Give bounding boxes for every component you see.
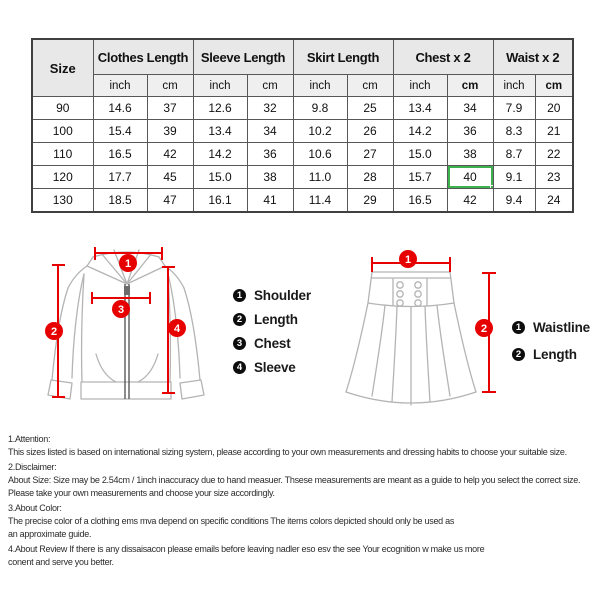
unit-header: inch: [293, 75, 347, 97]
number-badge: 3: [233, 337, 246, 350]
unit-header: inch: [493, 75, 535, 97]
unit-header: cm: [347, 75, 393, 97]
legend-item-chest: [233, 336, 311, 350]
table-cell: 24: [535, 189, 573, 213]
table-row-size-120: [32, 166, 573, 189]
jacket-marker-2: [45, 322, 63, 340]
table-cell: 18.5: [93, 189, 147, 213]
table-cell: 25: [347, 97, 393, 120]
jacket-marker-3-number: 3: [117, 304, 125, 316]
jacket-marker-1-number: 1: [124, 258, 132, 270]
unit-header: inch: [193, 75, 247, 97]
table-row-size-110: [32, 143, 573, 166]
button: [397, 282, 403, 288]
legend-label: Length: [533, 346, 577, 362]
note-heading: 1.Attention:: [8, 434, 51, 444]
table-cell: 11.4: [293, 189, 347, 213]
table-cell: 20: [535, 97, 573, 120]
table-cell: 10.2: [293, 120, 347, 143]
table-cell: 15.7: [393, 166, 447, 189]
unit-header: cm: [247, 75, 293, 97]
selected-cell-value: 40: [463, 170, 477, 184]
number-badge: 2: [512, 348, 525, 361]
button: [397, 300, 403, 306]
table-cell: 16.5: [393, 189, 447, 213]
table-cell: 14.2: [193, 143, 247, 166]
skirt-diagram: [345, 242, 505, 427]
note-disclaimer: [8, 461, 598, 500]
jacket-marker-4: [168, 319, 186, 337]
note-text: 4.About Review If there is any dissaisacon please emails before leaving nadler eso esv the see Your ecognition w make us more: [8, 544, 485, 554]
number-badge: 1: [233, 289, 246, 302]
table-cell: 9.8: [293, 97, 347, 120]
col-header-waist: Waist x 2: [493, 39, 573, 75]
table-cell: 36: [447, 120, 493, 143]
table-cell: 7.9: [493, 97, 535, 120]
table-cell: 15.0: [393, 143, 447, 166]
note-text: an approximate guide.: [8, 529, 92, 539]
legend-item-skirt-length: [512, 347, 590, 361]
table-cell: 29: [347, 189, 393, 213]
legend-label: Length: [254, 311, 298, 327]
table-cell: 32: [247, 97, 293, 120]
table-cell: 15.4: [93, 120, 147, 143]
button: [397, 291, 403, 297]
table-cell: 8.3: [493, 120, 535, 143]
table-row-size-100: [32, 120, 573, 143]
table-cell: 110: [32, 143, 93, 166]
note-heading: 3.About Color:: [8, 503, 62, 513]
table-cell: 14.2: [393, 120, 447, 143]
table-cell: 38: [447, 143, 493, 166]
note-text: Please take your own measurements and choose your size accordingly.: [8, 488, 275, 498]
header-row-units: [32, 75, 573, 97]
legend-label: Sleeve: [254, 359, 296, 375]
table-cell: 26: [347, 120, 393, 143]
table-cell: 39: [147, 120, 193, 143]
table-cell: 8.7: [493, 143, 535, 166]
number-badge: 4: [233, 361, 246, 374]
button: [415, 291, 421, 297]
table-cell: 27: [347, 143, 393, 166]
legend-item-waistline: [512, 320, 590, 334]
table-cell: 9.1: [493, 166, 535, 189]
table-row-size-90: [32, 97, 573, 120]
selection-handle: [490, 185, 494, 189]
table-cell: 41: [247, 189, 293, 213]
table-cell: 10.6: [293, 143, 347, 166]
jacket-diagram: [28, 242, 238, 434]
note-heading: 2.Disclaimer:: [8, 462, 57, 472]
table-cell: 42: [447, 189, 493, 213]
table-cell: 36: [247, 143, 293, 166]
col-header-size: Size: [32, 39, 93, 97]
table-cell: 13.4: [393, 97, 447, 120]
table-cell: 100: [32, 120, 93, 143]
legend-label: Shoulder: [254, 287, 311, 303]
table-cell: 21: [535, 120, 573, 143]
table-cell: 34: [247, 120, 293, 143]
size-table: [31, 38, 574, 213]
col-header-clothes-length: Clothes Length: [93, 39, 193, 75]
note-about-review: [8, 543, 598, 569]
note-text: This sizes listed is based on international sizing system, please according to your own measurements and dressing habits to choose your suitable size.: [8, 447, 567, 457]
unit-header: cm: [447, 75, 493, 97]
zipper-pull: [124, 286, 130, 295]
table-cell: 90: [32, 97, 93, 120]
button: [415, 300, 421, 306]
unit-header: inch: [393, 75, 447, 97]
header-row-groups: [32, 39, 573, 75]
legend-label: Chest: [254, 335, 291, 351]
table-cell: 15.0: [193, 166, 247, 189]
table-cell: 9.4: [493, 189, 535, 213]
table-cell: 34: [447, 97, 493, 120]
number-badge: 1: [512, 321, 525, 334]
legend-label: Waistline: [533, 319, 590, 335]
table-cell: 130: [32, 189, 93, 213]
unit-header: inch: [93, 75, 147, 97]
table-cell: 42: [147, 143, 193, 166]
table-cell: 22: [535, 143, 573, 166]
col-header-skirt-length: Skirt Length: [293, 39, 393, 75]
col-header-sleeve-length: Sleeve Length: [193, 39, 293, 75]
unit-header: cm: [535, 75, 573, 97]
jacket-marker-1: [119, 254, 137, 272]
table-cell: 23: [535, 166, 573, 189]
skirt-marker-2-number: 2: [480, 323, 488, 335]
table-cell: 12.6: [193, 97, 247, 120]
skirt-marker-2: [475, 319, 493, 337]
note-text: The precise color of a clothing ems mva depend on specific conditions The items colors depicted should only be used as: [8, 516, 455, 526]
table-cell: 28: [347, 166, 393, 189]
table-cell: 13.4: [193, 120, 247, 143]
button: [415, 282, 421, 288]
legend-item-length: [233, 312, 311, 326]
number-badge: 2: [233, 313, 246, 326]
table-cell: 47: [147, 189, 193, 213]
selected-cell: [447, 166, 493, 189]
table-cell: 120: [32, 166, 93, 189]
skirt-sketch: [346, 272, 476, 405]
unit-header: cm: [147, 75, 193, 97]
jacket-marker-3: [112, 300, 130, 318]
skirt-legend: [512, 320, 590, 374]
jacket-legend: [233, 288, 311, 384]
table-cell: 45: [147, 166, 193, 189]
table-cell: 17.7: [93, 166, 147, 189]
notes-section: [8, 433, 598, 571]
note-about-color: [8, 502, 598, 541]
legend-item-sleeve: [233, 360, 311, 374]
table-row-size-130: [32, 189, 573, 213]
jacket-marker-2-number: 2: [50, 326, 58, 338]
table-cell: 11.0: [293, 166, 347, 189]
table-cell: 37: [147, 97, 193, 120]
jacket-marker-4-number: 4: [173, 323, 181, 335]
table-cell: 38: [247, 166, 293, 189]
table-cell: 16.5: [93, 143, 147, 166]
legend-item-shoulder: [233, 288, 311, 302]
table-cell: 16.1: [193, 189, 247, 213]
note-text: conent and serve you better.: [8, 557, 114, 567]
skirt-marker-1: [399, 250, 417, 268]
skirt-marker-1-number: 1: [404, 254, 412, 266]
col-header-chest: Chest x 2: [393, 39, 493, 75]
note-text: About Size: Size may be 2.54cm / 1inch inaccuracy due to hand measuer. Thsese measurements are meant as a guide to help you select the correct size.: [8, 475, 581, 485]
note-attention: [8, 433, 598, 459]
table-cell: 14.6: [93, 97, 147, 120]
